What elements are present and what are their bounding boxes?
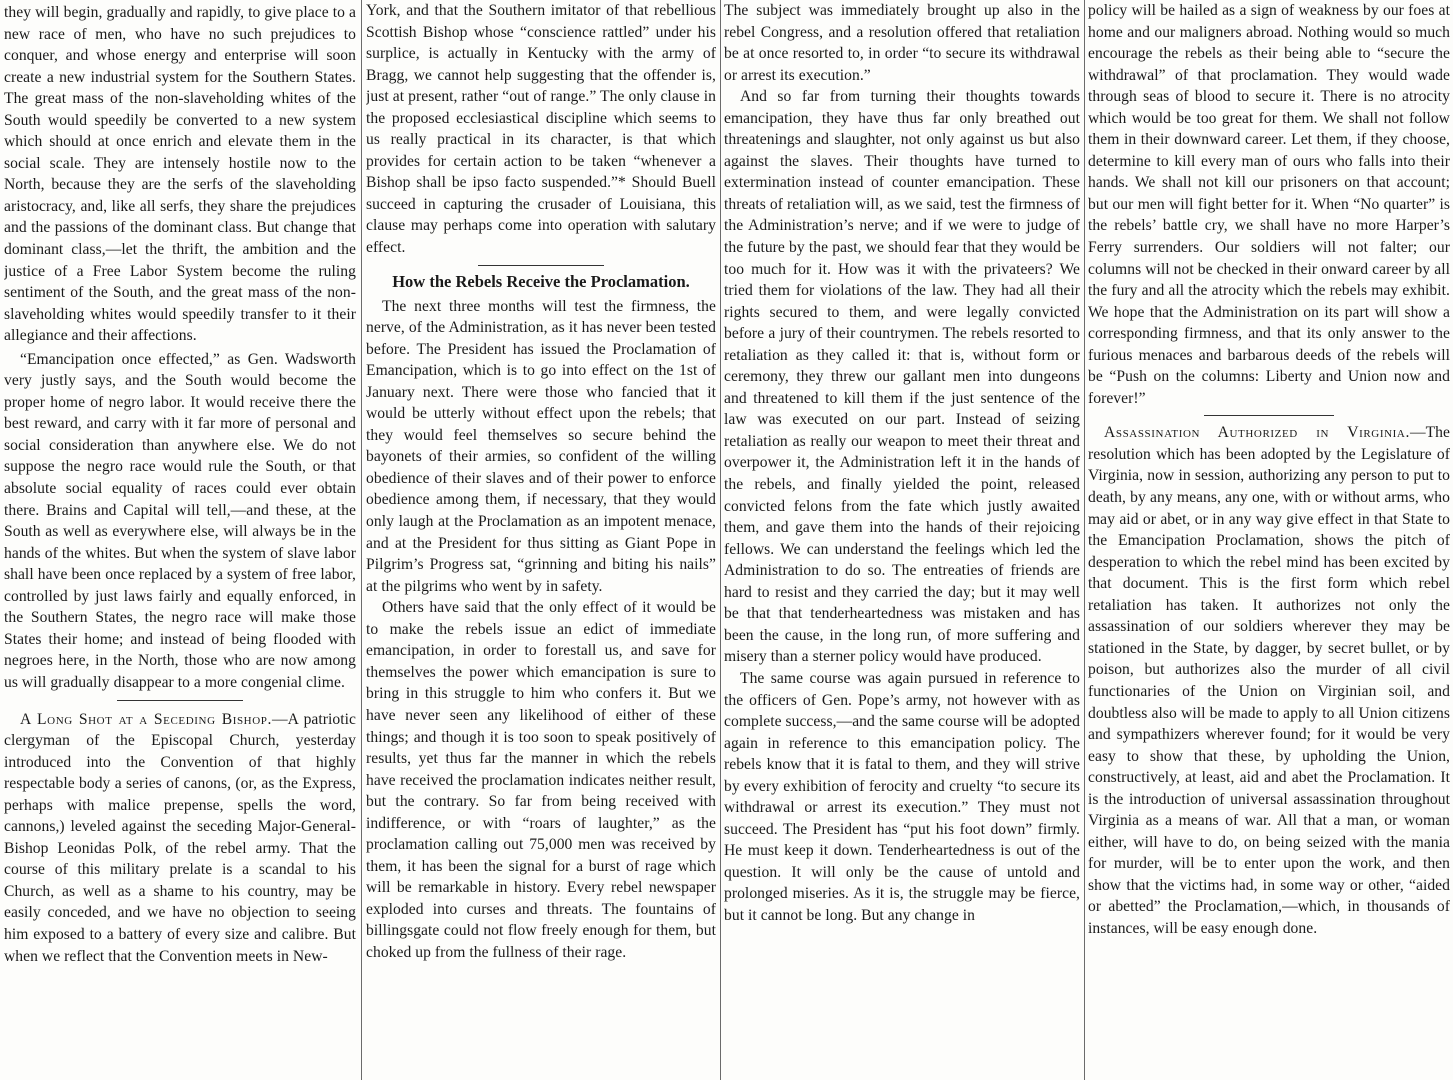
article-paragraph: The next three months will test the firmness, the nerve, of the Administration, as it has never been tested before. The President has issued the Proclamation of Emancipation, which is to go into effect on the 1st of January next. There were those who fancied that it would be utterly without effect upon the rebels; that they would feel themselves so secure behind the bayonets of their armies, so confident of the willing obedience of their slaves and of their power to enforce obedience among them, if necessary, that they would only laugh at the Proclamation as an impotent menace, and at the President for thus sitting as Giant Pope in Pilgrim’s Progress sat, “grinning and biting his nails” at the pilgrims who went by in safety.	[366, 297, 716, 595]
column-1	[4, 0, 356, 1080]
article-paragraph: they will begin, gradually and rapidly, to give place to a new race of men, who have no such prejudices to conquer, and whose energy and enterprise will soon create a new industrial system for the Southern States. The great mass of the non-slaveholding whites of the South would speedily be converted to a new system which should at once enrich and elevate them in the social scale. They are intensely hostile now to the North, because they are the serfs of the slaveholding aristocracy, and, like all serfs, they share the prejudices and the passions of the dominant class. But change that dominant class,—let the thrift, the ambition and the justice of a Free Labor System become the ruling sentiment of the South, and the great mass of the non-slaveholding whites would speedily transfer to it their allegiance and their affections.	[4, 4, 356, 345]
article-body-text: —A patriotic clergyman of the Episcopal Church, yesterday introduced into the Convention of that highly respectable body a series of canons, (or, as the Express, perhaps with malice prepense, spells the word, cannons,) leveled against the seceding Major-General-Bishop Leonidas Polk, of the rebel army. That the course of this military prelate is a scandal to his Church, as well as a shame to his country, may be easily conceded, and we have no objection to seeing him exposed to a battery of every size and calibre. But when we reflect that the Convention meets in New-	[4, 710, 356, 965]
column-rule	[720, 0, 721, 1080]
column-rule	[361, 0, 362, 1080]
article-paragraph: York, and that the Southern imitator of that rebellious Scottish Bishop whose “conscience rattled” under his surplice, is actually in Kentucky with the army of Bragg, we cannot help suggesting that the offender is, just at present, rather “out of range.” The only clause in the proposed ecclesiastical discipline which seems to us really practical in its character, is that which provides for certain action to be taken “whenever a Bishop shall be ipso facto suspended.”* Should Buell succeed in capturing the crusader of Louisiana, this clause may perhaps come into operation with salutary effect.	[366, 2, 716, 257]
column-rule	[1084, 0, 1085, 1080]
column-4	[1088, 0, 1450, 1080]
article-lead-title: Assassination Authorized in Virginia.	[1104, 424, 1410, 442]
column-3	[724, 0, 1080, 1080]
article-body-text: —The resolution which has been adopted by the Legislature of Virginia, now in session, authorizing any person to put to death, by any means, any one, with or without arms, who may aid or abet, or in any way give effect in that State to the Emancipation Proclamation, shows the pitch of desperation to which the rebel mind has been excited by that document. This is the first form which rebel retaliation has taken. It authorizes not only the assassination of our soldiers wherever they may be stationed in the State, by dagger, by secret bullet, or by poison, but authorizes also the murder of all civil functionaries of the Union on Virginian soil, and doubtless also will be made to apply to all Union citizens and sympathizers wherever found; for it would be very easy to show that these, by upholding the Union, constructively, at least, aid and abet the Proclamation. It is the introduction of universal assassination throughout Virginia as a means of war. All that a man, or woman either, will have to do, on being seized with the mania for murder, will be to enter upon the work, and then show that the victims had, in some way or other, “aided or abetted” the Proclamation,—which, in thousands of instances, will be easy enough done.	[1088, 424, 1450, 937]
section-divider	[1204, 415, 1334, 416]
article-heading: How the Rebels Receive the Proclamation.	[392, 271, 690, 291]
section-divider	[117, 700, 244, 701]
article-lead-paragraph	[4, 707, 356, 968]
article-lead-title: A Long Shot at a Seceding Bishop.	[20, 710, 272, 728]
column-2	[366, 0, 716, 1080]
section-divider	[478, 265, 604, 266]
article-paragraph: The same course was again pursued in reference to the officers of Gen. Pope’s army, not however with as complete success,—and the same course will be adopted again in reference to this emancipation policy. The rebels know that it is fatal to them, and they will strive by every exhibition of ferocity and cruelty “to secure its withdrawal or arrest its execution.” They must not succeed. The President has “put his foot down” firmly. He must keep it down. Tenderheartedness is out of the question. It will only be the cause of untold and prolonged miseries. As it is, the struggle may be fierce, but it cannot be long. But any change in	[724, 669, 1080, 924]
article-paragraph: The subject was immediately brought up also in the rebel Congress, and a resolution offered that retaliation be at once resorted to, in order “to secure its withdrawal or arrest its execution.”	[724, 2, 1080, 84]
article-lead-paragraph	[1088, 422, 1450, 939]
article-paragraph: “Emancipation once effected,” as Gen. Wadsworth very justly says, and the South would become the proper home of negro labor. It would receive there the best reward, and carry with it far more of personal and social consideration than anywhere else. We do not suppose the negro race would rule the South, or that absolute social equality of races could ever obtain there. Brains and Capital will tell,—and these, at the South as well as everywhere else, will always be in the hands of the whites. But when the system of slave labor shall have been once replaced by a system of free labor, controlled by just laws fairly and equally enforced, in the Southern States, the negro race will make those States their home; and instead of being flooded with negroes here, in the North, those who are now among us will gradually disappear to a more congenial clime.	[4, 350, 356, 691]
article-paragraph: policy will be hailed as a sign of weakness by our foes at home and our maligners abroad. Nothing would so much encourage the rebels as their being able to “secure the withdrawal” of that proclamation. They would wade through seas of blood to secure it. There is no atrocity which would be too great for them. We shall not follow them in their downward career. Let them, if they choose, determine to kill every man of ours who falls into their hands. We shall not kill our prisoners on that account; but our men will fight better for it. When “No quarter” is the rebels’ battle cry, we shall have no more Harper’s Ferry surrenders. Our soldiers will not falter; our columns will not be checked in their onward career by all the fury and all the atrocity which the rebels may exhibit. We hope that the Administration on its part will show a corresponding firmness, and that its only answer to the furious menaces and barbarous deeds of the rebels will be “Push on the columns: Liberty and Union now and forever!”	[1088, 2, 1450, 407]
article-paragraph: Others have said that the only effect of it would be to make the rebels issue an edict of immediate emancipation, in order to forestall us, and save for themselves the power which emancipation is sure to bring in this struggle to him who confers it. But we have never seen any likelihood of either of these things; and though it is too soon to speak positively of results, yet thus far the manner in which the rebels have received the proclamation indicates neither result, but the contrary. So far from being received with indifference, or with “roars of laughter,” as the proclamation calling out 75,000 men was received by them, it has been the signal for a burst of rage which will be remarkable in history. Every rebel newspaper exploded into curses and threats. The fountains of billingsgate could not flow freely enough for them, but choked up from the fullness of their rage.	[366, 599, 716, 961]
article-paragraph: And so far from turning their thoughts towards emancipation, they have thus far only breathed out threatenings and slaughter, not only against us but also against the slaves. Their thoughts have turned to extermination instead of counter emancipation. These threats of retaliation will, as we said, test the firmness of the Administration’s nerve; and if we were to judge of the future by the past, we should fear that they would be too much for it. How was it with the privateers? We tried them for violations of the law. They had all their rights secured to them, and were legally convicted before a jury of their countrymen. The rebels resorted to retaliation as they called it: that is, without form or ceremony, they threw our gallant men into dungeons and threatened to kill them if the just sentence of the law was executed on our part. Instead of seizing retaliation as really our weapon to meet their threat and overpower it, the Administration left it in the hands of the rebels, and finally yielded the point, released convicted felons from the fate which justly awaited them, and gave them into the hands of their rejoicing fellows. We can understand the feelings which led the Administration to do so. The entreaties of friends are hard to resist and they carried the day; but it may well be that that tenderheartedness was mistaken and has been the cause, in the long run, of more suffering and misery than a sterner policy would have produced.	[724, 88, 1080, 666]
